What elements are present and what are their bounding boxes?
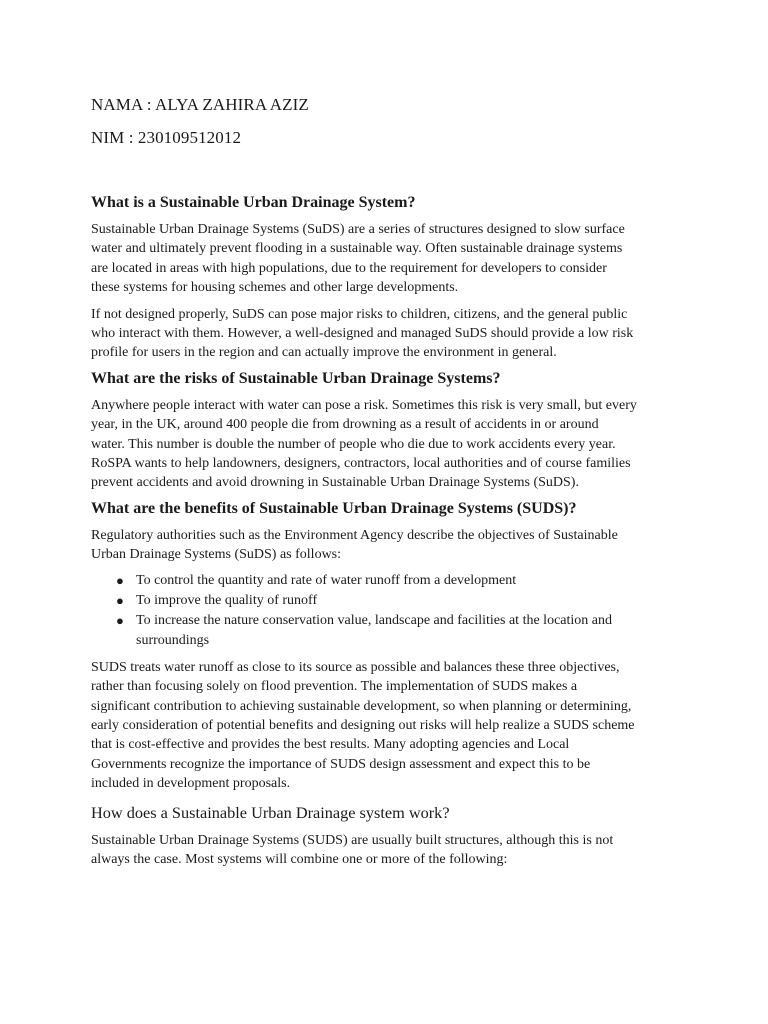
heading-risks-of-suds: What are the risks of Sustainable Urban Drainage Systems?: [91, 369, 501, 387]
text-line: these systems for housing schemes and other large developments.: [91, 280, 459, 296]
text-line: profile for users in the region and can actually improve the environment in general.: [91, 345, 557, 361]
text-line: water and ultimately prevent flooding in a sustainable way. Often sustainable drainage systems: [91, 241, 623, 257]
list-item: [91, 571, 683, 591]
text-line: early consideration of potential benefits and designing out risks will help realize a SUDS scheme: [91, 717, 635, 733]
heading-benefits-of-suds: What are the benefits of Sustainable Urban Drainage Systems (SUDS)?: [91, 499, 577, 517]
text-line: SUDS treats water runoff as close to its source as possible and balances these three objectives,: [91, 659, 620, 675]
text-line: Anywhere people interact with water can pose a risk. Sometimes this risk is very small, but every: [91, 397, 637, 413]
text-line: To control the quantity and rate of water runoff from a development: [136, 572, 517, 588]
student-name: NAMA : ALYA ZAHIRA AZIZ: [91, 95, 309, 114]
text-line: that is cost-effective and provides the best results. Many adopting agencies and Local: [91, 737, 570, 753]
text-line: If not designed properly, SuDS can pose major risks to children, citizens, and the general public: [91, 306, 628, 322]
bullet-icon: ●: [116, 572, 124, 588]
heading-how-suds-works: How does a Sustainable Urban Drainage system work?: [91, 802, 450, 822]
text-line: Regulatory authorities such as the Environment Agency describe the objectives of Sustainable: [91, 527, 618, 543]
paragraph-risks: [91, 396, 683, 493]
text-line: significant contribution to achieving sustainable development, so when planning or determining,: [91, 698, 632, 714]
text-line: To improve the quality of runoff: [136, 592, 318, 608]
text-line: are located in areas with high populations, due to the requirement for developers to consider: [91, 260, 607, 276]
text-line: Urban Drainage Systems (SuDS) as follows:: [91, 547, 342, 563]
text-line: Sustainable Urban Drainage Systems (SuDS) are a series of structures designed to slow surface: [91, 222, 625, 237]
text-line: year, in the UK, around 400 people die from drowning as a result of accidents in or around: [91, 417, 599, 433]
text-line: always the case. Most systems will combine one or more of the following:: [91, 851, 508, 867]
list-item: [91, 591, 683, 611]
document-body: [91, 193, 683, 869]
paragraph-suds-design-risks: [91, 305, 683, 363]
bullet-icon: ●: [116, 592, 124, 608]
text-line: Governments recognize the importance of SUDS design assessment and expect this to be: [91, 756, 591, 772]
text-line: RoSPA wants to help landowners, designers, contractors, local authorities and of course families: [91, 456, 631, 472]
text-line: included in development proposals.: [91, 776, 291, 792]
text-line: prevent accidents and avoid drowning in Sustainable Urban Drainage Systems (SuDS).: [91, 475, 579, 491]
text-line: To increase the nature conservation value, landscape and facilities at the location and: [136, 612, 612, 628]
paragraph-how-suds-works: [91, 831, 683, 870]
objectives-list: [91, 571, 683, 651]
bullet-icon: ●: [116, 612, 124, 628]
text-line: surroundings: [136, 632, 210, 648]
student-nim: NIM : 230109512012: [91, 128, 242, 147]
paragraph-suds-balance: [91, 658, 683, 794]
paragraph-benefits-intro: [91, 526, 683, 565]
text-line: water. This number is double the number of people who die due to work accidents every year.: [91, 436, 616, 452]
text-line: who interact with them. However, a well-designed and managed SuDS should provide a low risk: [91, 326, 634, 342]
text-line: rather than focusing solely on flood prevention. The implementation of SUDS makes a: [91, 679, 578, 695]
text-line: Sustainable Urban Drainage Systems (SUDS) are usually built structures, although this is not: [91, 832, 614, 848]
list-item: [91, 611, 683, 651]
heading-what-is-suds: What is a Sustainable Urban Drainage System?: [91, 194, 416, 211]
paragraph-suds-definition: [91, 220, 683, 298]
